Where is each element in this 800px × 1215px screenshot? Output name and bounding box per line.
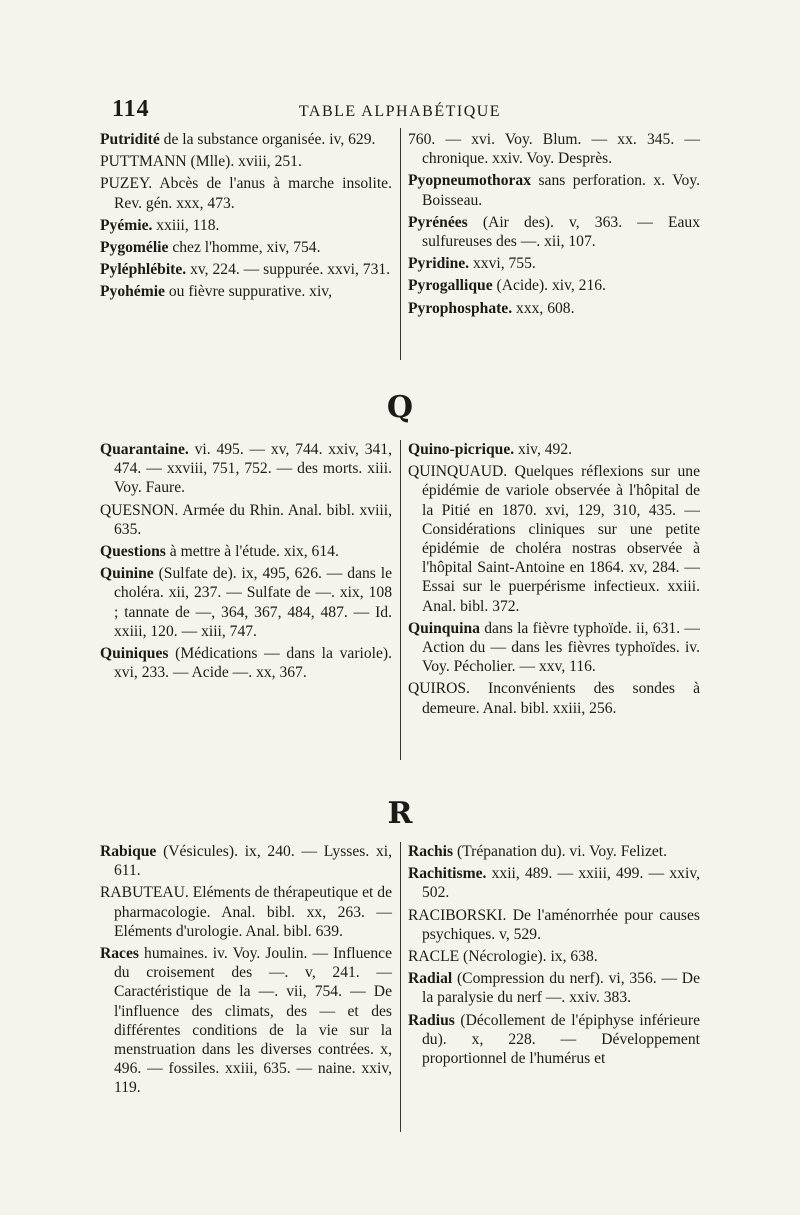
entry-headword: Pyrénées: [408, 213, 468, 231]
entry-headword: QUESNON.: [100, 501, 179, 519]
entry-headword: PUZEY.: [100, 175, 153, 193]
index-entry: [100, 440, 392, 498]
index-entry: [408, 440, 700, 459]
entry-references: à mettre à l'étude. xix, 614.: [165, 543, 339, 561]
entry-headword: Radial: [408, 970, 453, 988]
index-entry: [408, 276, 700, 295]
entry-headword: QUIROS.: [408, 680, 470, 698]
index-entry: [100, 501, 392, 539]
index-entry: [408, 947, 700, 966]
entry-references: dans la fièvre typhoïde. ii, 631. — Action du — dans les fièvres typhoïdes. iv. Voy. Pécholier. — xxv, 116.: [422, 619, 700, 676]
index-entry: [408, 864, 700, 902]
entry-references: xxx, 608.: [512, 299, 575, 317]
index-entry: [100, 644, 392, 682]
entry-headword: Pyopneumothorax: [408, 172, 532, 190]
entry-references: (Médications — dans la variole). xvi, 233. — Acide —. xx, 367.: [114, 645, 392, 682]
index-column-right: [408, 842, 700, 1071]
entry-references: Eléments de thérapeutique et de pharmacologie. Anal. bibl. xx, 263. — Eléments d'urologie. Anal. bibl. 639.: [114, 884, 392, 940]
index-column-right: [408, 440, 700, 721]
index-entry: [408, 906, 700, 944]
column-divider: [400, 842, 401, 1132]
index-entry: [408, 1011, 700, 1069]
entry-headword: RACIBORSKI.: [408, 906, 507, 924]
entry-references: humaines. iv. Voy. Joulin. — Influence du croisement des —. v, 241. — Caractéristique de la —. vii, 754. — De l'influence des climats, des — et des différentes conditions de la vie sur la menstruation dans les diverses contrées. x, 496. — fossiles. xxiii, 635. — naine. xxiv, 119.: [114, 945, 392, 1097]
entry-headword: Putridité: [100, 131, 160, 148]
index-entry: [408, 213, 700, 251]
index-entry: [408, 299, 700, 318]
index-entry: [100, 152, 392, 171]
entry-references: Armée du Rhin. Anal. bibl. xviii, 635.: [114, 501, 392, 538]
section-letter: R: [387, 796, 413, 831]
entry-headword: Quino-picrique.: [408, 441, 515, 458]
entry-references: xiv, 492.: [514, 441, 573, 458]
entry-headword: Questions: [100, 543, 166, 561]
entry-references: (Décollement de l'épiphyse inférieure du). x, 228. — Développement proportionnel de l'humérus et: [422, 1011, 700, 1068]
entry-headword: Quinquina: [408, 619, 480, 637]
index-entry: [100, 282, 392, 301]
entry-headword: Pyrophosphate.: [408, 299, 513, 317]
index-column-right: [408, 130, 700, 321]
index-entry: [408, 679, 700, 717]
index-entry: [100, 564, 392, 641]
entry-headword: Quiniques: [100, 645, 169, 663]
entry-references: Quelques réflexions sur une épidémie de variole observée à l'hôpital de la Pitié en 1870. xvi, 129, 310, 435. — Considérations cliniques sur une petite épidémie de choléra nostras observée à l'hôpital Saint-Antoine en 1864. xv, 284. — Essai sur le puerpérisme infectieux. xxiii. Anal. bibl. 372.: [422, 463, 700, 615]
entry-references: de la substance organisée. iv, 629.: [159, 131, 376, 148]
column-divider: [400, 440, 401, 760]
index-entry: [100, 542, 392, 561]
entry-headword: PUTTMANN (Mlle).: [100, 153, 235, 171]
index-entry: [100, 238, 392, 257]
column-divider: [400, 128, 401, 360]
index-entry: [100, 174, 392, 212]
entry-references: Abcès de l'anus à marche insolite. Rev. gén. xxx, 473.: [114, 175, 392, 212]
running-head: TABLE ALPHABÉTIQUE: [298, 103, 502, 120]
entry-headword: Radius: [408, 1011, 455, 1029]
entry-references: xxvi, 755.: [469, 255, 536, 273]
index-entry: [100, 216, 392, 235]
entry-headword: Pygomélie: [100, 239, 169, 257]
index-entry: [100, 842, 392, 880]
entry-references: (Trépanation du). vi. Voy. Felizet.: [453, 843, 668, 860]
entry-references: (Air des). v, 363. — Eaux sulfureuses des —. xii, 107.: [422, 213, 700, 251]
entry-headword: Pyléphlébite.: [100, 261, 187, 279]
index-entry: [408, 130, 700, 168]
entry-headword: Pyohémie: [100, 283, 165, 301]
entry-references: chez l'homme, xiv, 754.: [168, 239, 321, 257]
entry-references: De l'aménorrhée pour causes psychiques. v, 529.: [422, 906, 700, 943]
index-column-left: [100, 842, 392, 1101]
entry-headword: RABUTEAU.: [100, 884, 189, 902]
entry-headword: Pyridine.: [408, 255, 470, 273]
page-number: 114: [112, 96, 150, 122]
entry-headword: Races: [100, 945, 139, 963]
index-entry: [408, 619, 700, 677]
entry-headword: Quinine: [100, 565, 154, 583]
index-entry: [408, 969, 700, 1007]
entry-references: xxiii, 118.: [152, 216, 220, 234]
entry-references: (Nécrologie). ix, 638.: [459, 948, 598, 966]
index-column-left: [100, 440, 392, 685]
entry-headword: Rabique: [100, 843, 157, 860]
index-entry: [100, 883, 392, 941]
entry-references: Inconvénients des sondes à demeure. Anal. bibl. xxiii, 256.: [422, 680, 700, 717]
entry-references: (Compression du nerf). vi, 356. — De la paralysie du nerf —. xxiv. 383.: [422, 970, 700, 1007]
entry-headword: QUINQUAUD.: [408, 463, 508, 481]
entry-headword: RACLE: [408, 948, 460, 966]
entry-references: xv, 224. — suppurée. xxvi, 731.: [186, 261, 391, 279]
index-entry: [408, 171, 700, 209]
index-entry: [100, 260, 392, 279]
entry-references: sans perforation. x. Voy. Boisseau.: [422, 172, 700, 209]
entry-references: 760. — xvi. Voy. Blum. — xx. 345. — chronique. xxiv. Voy. Desprès.: [408, 131, 700, 168]
entry-headword: Pyrogallique: [408, 277, 493, 295]
entry-headword: Rachitisme.: [408, 865, 487, 883]
index-entry: [408, 462, 700, 616]
entry-references: (Vésicules). ix, 240. — Lysses. xi, 611.: [114, 843, 392, 880]
section-letter: Q: [386, 390, 414, 425]
entry-references: (Acide). xiv, 216.: [492, 277, 606, 295]
index-entry: [100, 944, 392, 1098]
entry-references: vi. 495. — xv, 744. xxiv, 341, 474. — xxviii, 751, 752. — des morts. xiii. Voy. Faure.: [114, 441, 392, 497]
index-entry: [408, 842, 700, 861]
entry-references: ou fièvre suppurative. xiv,: [164, 283, 332, 301]
index-entry: [408, 254, 700, 273]
index-column-left: [100, 130, 392, 305]
entry-references: xxii, 489. — xxiii, 499. — xxiv, 502.: [422, 865, 700, 902]
entry-headword: Quarantaine.: [100, 441, 189, 458]
entry-references: xviii, 251.: [234, 153, 302, 171]
entry-headword: Pyémie.: [100, 216, 153, 234]
entry-headword: Rachis: [408, 843, 454, 860]
entry-references: (Sulfate de). ix, 495, 626. — dans le choléra. xii, 237. — Sulfate de —. xix, 108 ; tannate de —, 364, 367, 484, 487. — Id. xxiii, 120. — xiii, 747.: [114, 565, 392, 640]
index-entry: [100, 130, 392, 149]
